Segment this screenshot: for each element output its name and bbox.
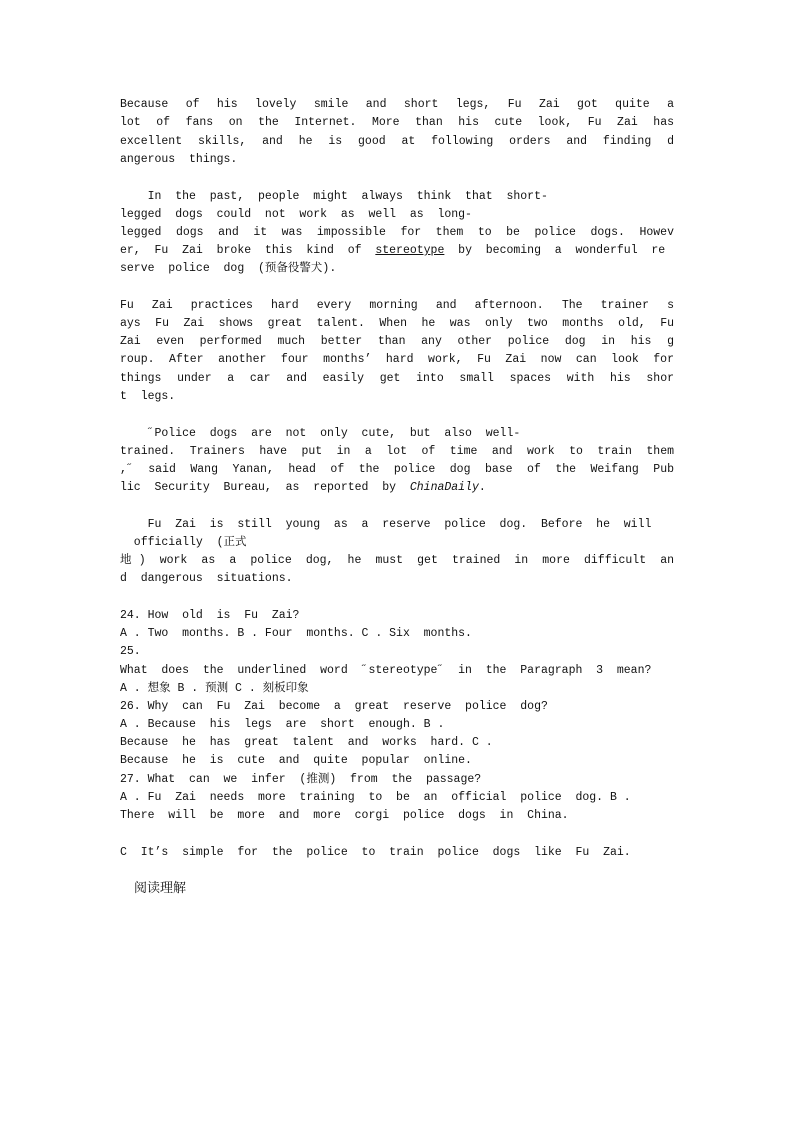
passage-p4-line-source: [120, 479, 486, 497]
passage-p1-line: excellent skills, and he is good at following orders and finding d: [120, 135, 674, 148]
passage-p1-line: angerous things.: [120, 153, 238, 166]
passage-p3-line: t legs.: [120, 390, 176, 403]
question-26: 26. Why can Fu Zai become a great reserve police dog?: [120, 700, 548, 713]
question-24-options: A . Two months. B . Four months. C . Six months.: [120, 627, 472, 640]
question-27-option-a: A . Fu Zai needs more training to be an official police dog. B .: [120, 791, 631, 804]
source-name-chinadaily: ChinaDaily: [409, 481, 479, 494]
passage-text: by becoming a wonderful re: [444, 244, 666, 257]
question-27-option-b: There will be more and more corgi police dogs in China.: [120, 809, 569, 822]
question-26-option-a: A . Because his legs are short enough. B .: [120, 718, 445, 731]
passage-text: lic Security Bureau, as reported by: [120, 481, 410, 494]
passage-p2-line: legged dogs and it was impossible for them to be police dogs. Howev: [120, 226, 674, 239]
question-25: What does the underlined word ˝stereotype˝ in the Paragraph 3 mean?: [120, 664, 652, 677]
passage-p5-line: 地) work as a police dog, he must get trained in more difficult an: [120, 554, 674, 567]
passage-text: .: [478, 481, 486, 494]
question-26-option-c: Because he is cute and quite popular online.: [120, 754, 472, 767]
passage-p4-line: ˝Police dogs are not only cute, but also well-: [120, 427, 521, 440]
question-25-options: A . 想象 B . 预测 C . 刻板印象: [120, 682, 309, 695]
question-27: 27. What can we infer (推测) from the passage?: [120, 773, 482, 786]
passage-p3-line: ays Fu Zai shows great talent. When he was only two months old, Fu: [120, 317, 674, 330]
question-25-number: 25.: [120, 645, 141, 658]
underlined-word-stereotype: stereotype: [375, 244, 445, 257]
question-category-label: 阅读理解: [134, 881, 187, 896]
passage-p1-line: Because of his lovely smile and short legs, Fu Zai got quite a: [120, 98, 674, 111]
passage-p5-line: Fu Zai is still young as a reserve police dog. Before he will: [120, 518, 652, 531]
passage-p1-line: lot of fans on the Internet. More than his cute look, Fu Zai has: [120, 116, 674, 129]
passage-p5-line: officially (正式: [120, 536, 247, 549]
passage-p4-line: trained. Trainers have put in a lot of time and work to train them: [120, 445, 674, 458]
passage-p5-line: d dangerous situations.: [120, 572, 293, 585]
passage-text: er, Fu Zai broke this kind of: [120, 244, 376, 257]
passage-p3-line: things under a car and easily get into small spaces with his shor: [120, 372, 674, 385]
passage-p2-line: serve police dog (预备役警犬).: [120, 262, 337, 275]
passage-p3-line: Fu Zai practices hard every morning and afternoon. The trainer s: [120, 299, 674, 312]
question-24: 24. How old is Fu Zai?: [120, 609, 300, 622]
passage-p2-line: legged dogs could not work as well as long-: [120, 208, 472, 221]
passage-p3-line: roup. After another four months’ hard work, Fu Zai now can look for: [120, 353, 674, 366]
question-27-option-c: C It’s simple for the police to train police dogs like Fu Zai.: [120, 846, 631, 859]
question-26-option-b: Because he has great talent and works hard. C .: [120, 736, 493, 749]
passage-p2-line-stereotype: [120, 242, 665, 260]
passage-p2-line: In the past, people might always think that short-: [120, 190, 548, 203]
passage-p4-line: ,˝ said Wang Yanan, head of the police dog base of the Weifang Pub: [120, 463, 674, 476]
passage-p3-line: Zai even performed much better than any other police dog in his g: [120, 335, 674, 348]
